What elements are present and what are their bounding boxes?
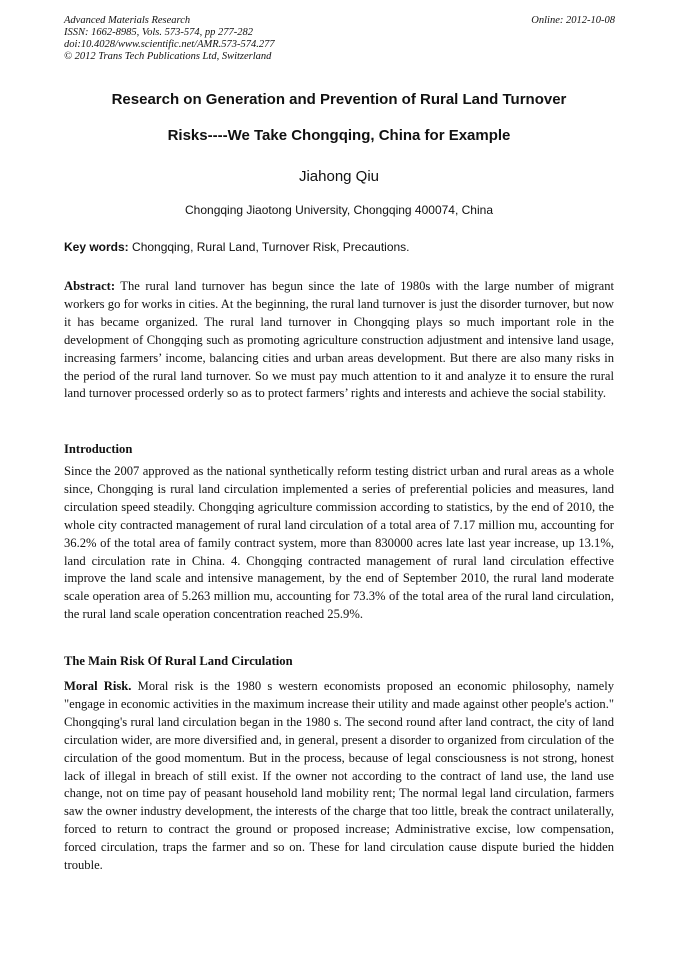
copyright-line: © 2012 Trans Tech Publications Ltd, Switzerland — [64, 51, 272, 62]
doi-line: doi:10.4028/www.scientific.net/AMR.573-574.277 — [64, 39, 275, 50]
author-name: Jiahong Qiu — [298, 168, 380, 185]
issn-line: ISSN: 1662-8985, Vols. 573-574, pp 277-282 — [64, 27, 253, 38]
moral-risk-paragraph — [64, 678, 614, 875]
introduction-paragraph: Since the 2007 approved as the national synthetically reform testing district urban and rural areas as a whole since, Chongqing is rural land circulation implemented a series of preferential policies and measures, land circulation speed steadily. Chongqing agriculture commission according to statistics, by the end of 2010, the whole city contracted management of rural land circulation of a total area of 7.17 million mu, accounting for 36.2% of the total area of family contract system, more than 830000 acres late last year increase, up 13.1%, land circulation rate in China. 4. Chongqing contracted management of rural land circulation effective improve the land scale and intensive management, by the end of September 2010, the rural land moderate scale operation area of 5.263 million mu, accounting for 73.3% of the total area of the rural land circulation, the rural land scale operation concentration reached 25.9%. — [64, 464, 614, 622]
keywords-label: Key words: — [64, 240, 129, 254]
paper-title-line-1: Research on Generation and Prevention of Rural Land Turnover — [111, 91, 567, 108]
abstract-text: The rural land turnover has begun since the late of 1980s with the large number of migrant workers go for works in cities. At the beginning, the rural land turnover is just the disorder turnover, but now it has became organized. The rural land turnover in Chongqing plays so much important role in the development of Chongqing such as promoting agriculture construction adjustment and intensive land usage, increasing farmers’ income, balancing cities and urban areas development. But there are also many risks in the period of the rural land turnover. So we must pay much attention to it and analyze it to ensure the rural land turnover processed orderly so as to protect farmers’ rights and interests and achieve the social stability. — [64, 279, 614, 401]
moral-risk-label: Moral Risk. — [64, 679, 132, 693]
abstract-label: Abstract: — [64, 279, 116, 293]
author-affiliation: Chongqing Jiaotong University, Chongqing 400074, China — [185, 203, 493, 217]
moral-risk-text: Moral risk is the 1980 s western economists proposed an economic philosophy, namely "engage in economic activities in the maximum increase their utility and made against other people's action." Chongqing's rural land circulation began in the 1980 s. The second round after land contract, the city of land circulation wider, are more diversified and, in general, present a disorder to organized from circulation of the circulation of the good momentum. But in the process, because of legal consciousness is not strong, honest lack of illegal in breach of still exist. If the owner not according to the contract of land use, the land use change, not on time pay of peasant household land mobility rent; The normal legal land circulation, farmers saw the owner industry development, the interests of the charge that too little, break the contract unilaterally, forced to return to contract the ground or proposed increase; Administrative excise, low compensation, forced circulation, traps the farmer and so on. These for land circulation cause dispute buried the hidden trouble. — [64, 679, 614, 873]
main-risk-heading: The Main Risk Of Rural Land Circulation — [64, 654, 293, 668]
abstract-paragraph — [64, 278, 614, 403]
online-date: Online: 2012-10-08 — [531, 15, 615, 26]
introduction-heading: Introduction — [64, 442, 133, 456]
journal-header — [64, 15, 275, 63]
journal-name: Advanced Materials Research — [64, 15, 191, 26]
paper-title-line-2: Risks----We Take Chongqing, China for Example — [167, 127, 511, 144]
keywords-text: Chongqing, Rural Land, Turnover Risk, Precautions. — [128, 240, 410, 254]
keywords — [64, 240, 616, 255]
